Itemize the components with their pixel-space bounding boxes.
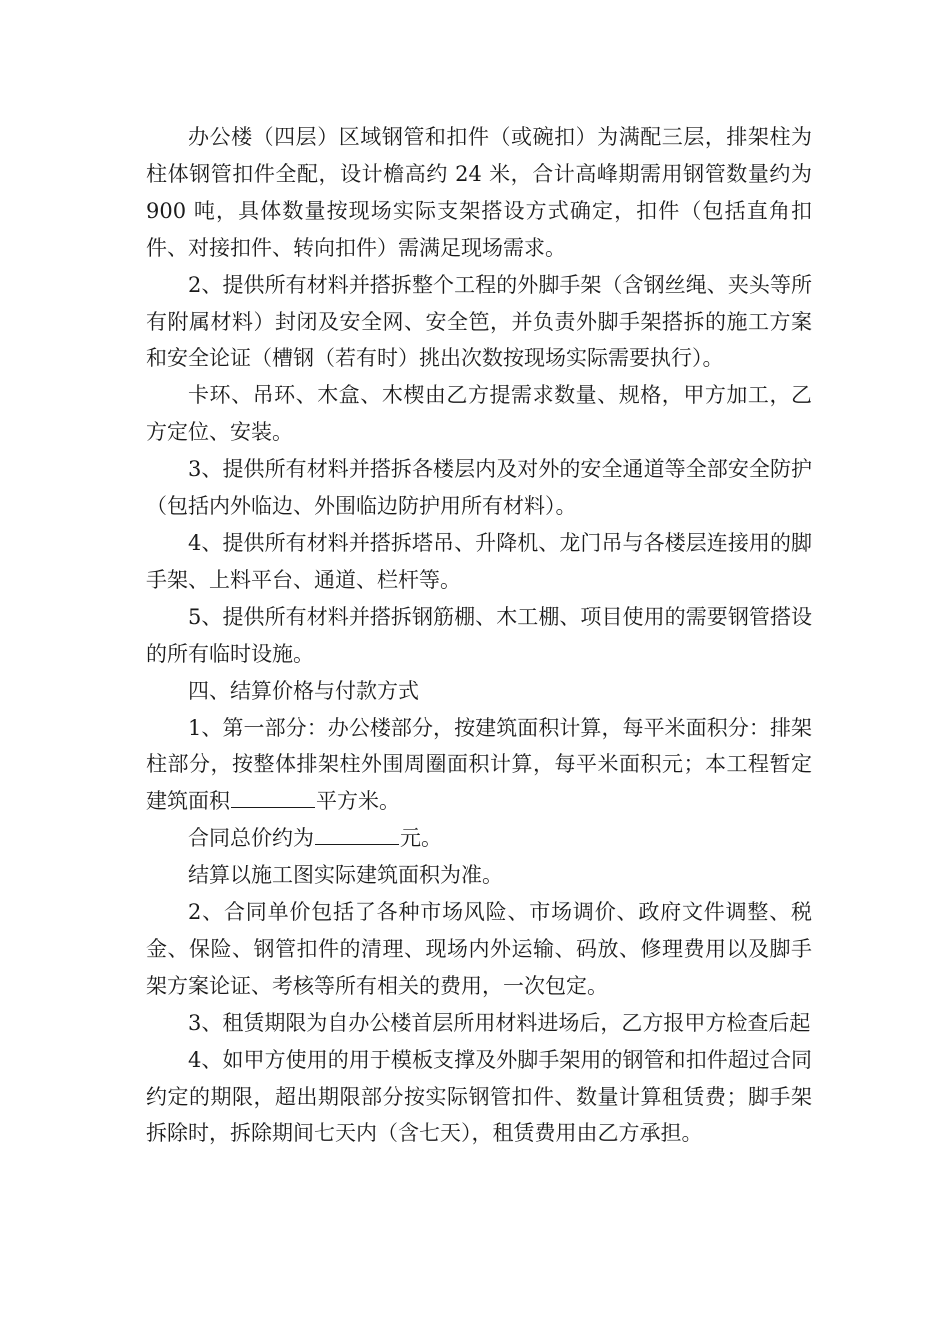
paragraph-contract-total [146,820,812,857]
total-blank-field [315,822,399,845]
paragraph-rings-boxes: 卡环、吊环、木盒、木楔由乙方提需求数量、规格，甲方加工，乙方定位、安装。 [146,383,812,445]
paragraph-item-3-safety-passage: 3、提供所有材料并搭拆各楼层内及对外的安全通道等全部安全防护（包括内外临边、外围临边防护用所有材料）。 [146,457,812,519]
document-body [146,119,812,1152]
paragraph-item-4-tower-crane: 4、提供所有材料并搭拆塔吊、升降机、龙门吊与各楼层连接用的脚手架、上料平台、通道、栏杆等。 [146,530,812,592]
paragraph-item-1-area-pricing [146,710,812,821]
paragraph-item-2-unit-price: 2、合同单价包括了各种市场风险、市场调价、政府文件调整、税金、保险、钢管扣件的清理、现场内外运输、码放、修理费用以及脚手架方案论证、考核等所有相关的费用，一次包定。 [146,900,812,998]
paragraph-scope-office: 办公楼（四层）区域钢管和扣件（或碗扣）为满配三层，排架柱为柱体钢管扣件全配，设计檐高约 24 米，合计高峰期需用钢管数量约为 900 吨，具体数量按现场实际支架搭设方式确定，扣件（包括直角扣件、对接扣件、转向扣件）需满足现场需求。 [146,125,812,260]
area-blank-field [231,785,315,808]
paragraph-item-3-lease-period: 3、租赁期限为自办公楼首层所用材料进场后，乙方报甲方检查后起 [188,1010,811,1035]
area-pricing-text: 1、第一部分：办公楼部分，按建筑面积计算，每平米面积分：排架柱部分，按整体排架柱外围周圈面积计算，每平米面积元；本工程暂定建筑面积 [146,715,812,814]
area-unit-text: 平方米。 [316,789,400,814]
paragraph-item-5-sheds: 5、提供所有材料并搭拆钢筋棚、木工棚、项目使用的需要钢管搭设的所有临时设施。 [146,604,812,666]
paragraph-item-4-overdue-rent: 4、如甲方使用的用于模板支撑及外脚手架用的钢管和扣件超过合同约定的期限，超出期限部分按实际钢管扣件、数量计算租赁费；脚手架拆除时，拆除期间七天内（含七天），租赁费用由乙方承担。 [146,1047,812,1146]
total-unit-text: 元。 [400,826,442,851]
section-heading-settlement: 四、结算价格与付款方式 [188,678,419,703]
paragraph-settlement-basis: 结算以施工图实际建筑面积为准。 [188,863,503,888]
contract-total-text: 合同总价约为 [188,826,314,851]
paragraph-item-2-scaffold: 2、提供所有材料并搭拆整个工程的外脚手架（含钢丝绳、夹头等所有附属材料）封闭及安全网、安全笆，并负责外脚手架搭拆的施工方案和安全论证（槽钢（若有时）挑出次数按现场实际需要执行）。 [146,272,812,371]
